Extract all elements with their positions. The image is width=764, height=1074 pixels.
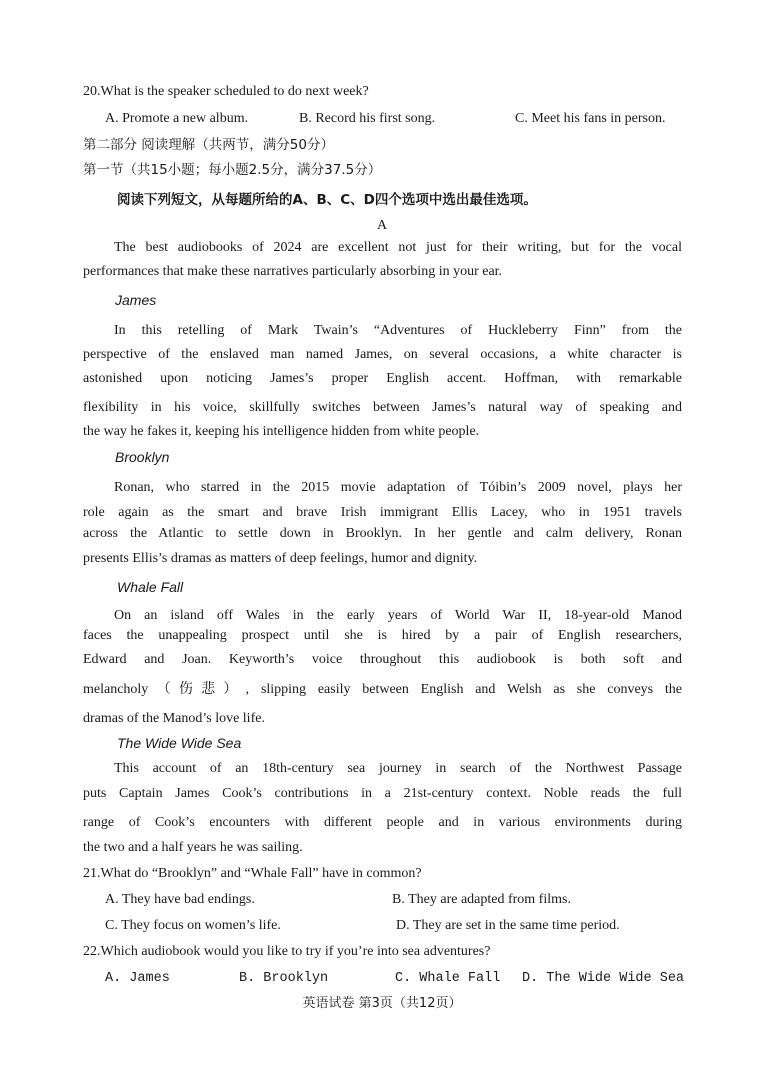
wide-sea-line: range of Cook’s encounters with different people and in various environments during	[83, 815, 682, 830]
instruction: 阅读下列短文，从每题所给的A、B、C、D四个选项中选出最佳选项。	[117, 192, 537, 208]
q21-option-c: C. They focus on women’s life.	[105, 918, 281, 933]
q20-option-a: A. Promote a new album.	[105, 111, 249, 126]
whale-fall-line: melancholy（伤悲）, slipping easily between English and Welsh as she conveys the	[83, 682, 682, 697]
book-title-wide-wide-sea: The Wide Wide Sea	[117, 735, 242, 751]
whale-fall-line: Edward and Joan. Keyworth’s voice throughout this audiobook is both soft and	[83, 652, 682, 667]
brooklyn-line: across the Atlantic to settle down in Brooklyn. In her gentle and calm delivery, Ronan	[83, 526, 682, 541]
brooklyn-line: role again as the smart and brave Irish immigrant Ellis Lacey, who in 1951 travels	[83, 505, 682, 520]
whale-fall-line: On an island off Wales in the early years of World War II, 18-year-old Manod	[114, 608, 682, 623]
james-line: the way he fakes it, keeping his intelligence hidden from white people.	[83, 424, 480, 439]
q20-option-c: C. Meet his fans in person.	[515, 111, 666, 126]
james-line: In this retelling of Mark Twain’s “Adventures of Huckleberry Finn” from the	[114, 323, 682, 338]
wide-sea-line: the two and a half years he was sailing.	[83, 840, 303, 855]
wide-sea-line: puts Captain James Cook’s contributions in a 21st-century context. Noble reads the full	[83, 786, 682, 801]
james-line: flexibility in his voice, skillfully switches between James’s natural way of speaking and	[83, 400, 682, 415]
q21-option-d: D. They are set in the same time period.	[396, 918, 620, 933]
q21-stem: 21.What do “Brooklyn” and “Whale Fall” have in common?	[83, 866, 422, 881]
q22-stem: 22.Which audiobook would you like to try if you’re into sea adventures?	[83, 944, 491, 959]
intro-line: performances that make these narratives particularly absorbing in your ear.	[83, 264, 503, 279]
book-title-brooklyn: Brooklyn	[115, 449, 170, 465]
q21-option-b: B. They are adapted from films.	[392, 892, 571, 907]
q20-option-b: B. Record his first song.	[299, 111, 436, 126]
wide-sea-line: This account of an 18th-century sea journey in search of the Northwest Passage	[114, 761, 682, 776]
q22-option-b: B. Brooklyn	[239, 971, 329, 986]
part2-heading: 第二部分 阅读理解（共两节，满分50分）	[83, 137, 334, 153]
q22-option-d: D. The Wide Wide Sea	[522, 971, 685, 986]
brooklyn-line: presents Ellis’s dramas as matters of deep feelings, humor and dignity.	[83, 551, 478, 566]
james-line: perspective of the enslaved man named James, on several occasions, a white character is	[83, 347, 682, 362]
page-footer: 英语试卷 第3页（共12页）	[302, 996, 462, 1011]
whale-fall-line: faces the unappealing prospect until she is hired by a pair of English researchers,	[83, 628, 682, 643]
passage-letter: A	[376, 218, 388, 233]
brooklyn-line: Ronan, who starred in the 2015 movie adaptation of Tóibin’s 2009 novel, plays her	[114, 480, 682, 495]
q21-option-a: A. They have bad endings.	[105, 892, 255, 907]
q20-stem: 20.What is the speaker scheduled to do next week?	[83, 84, 369, 99]
book-title-whale-fall: Whale Fall	[117, 579, 184, 595]
intro-line: The best audiobooks of 2024 are excellent not just for their writing, but for the vocal	[114, 240, 682, 255]
q22-option-c: C. Whale Fall	[395, 971, 501, 986]
james-line: astonished upon noticing James’s proper English accent. Hoffman, with remarkable	[83, 371, 682, 386]
q22-option-a: A. James	[105, 971, 170, 986]
section1-heading: 第一节（共15小题；每小题2.5分，满分37.5分）	[83, 162, 382, 178]
book-title-james: James	[115, 292, 157, 308]
whale-fall-line: dramas of the Manod’s love life.	[83, 711, 265, 726]
